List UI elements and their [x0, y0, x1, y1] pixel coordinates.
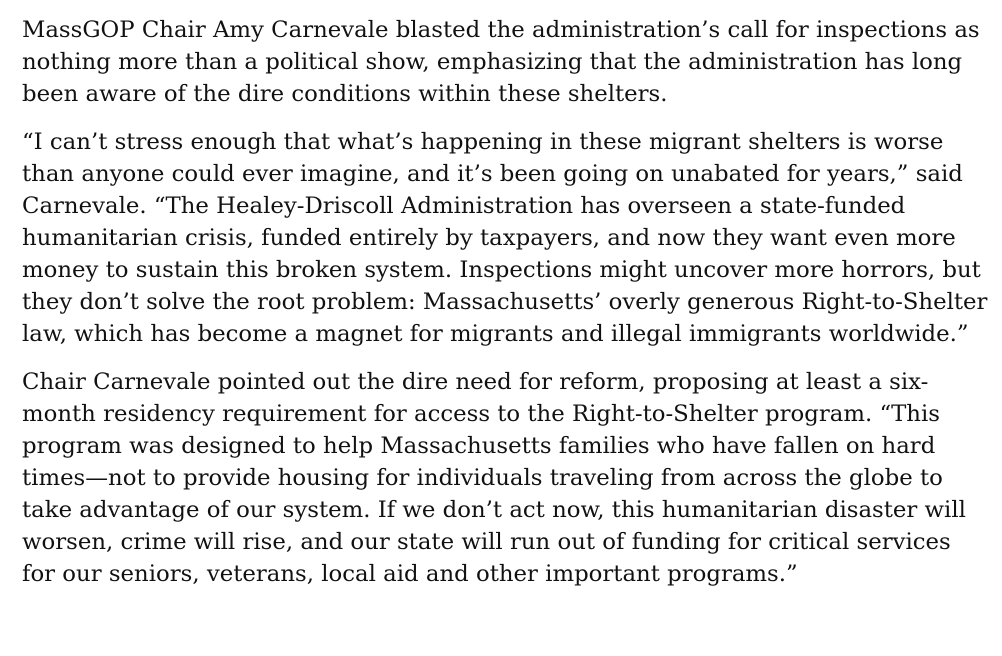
article-paragraph: MassGOP Chair Amy Carnevale blasted the administration’s call for inspections as nothing more than a political show, emphasizing that the administration has long been aware of the dire conditions within these shelters.	[22, 17, 980, 107]
article-paragraph: Chair Carnevale pointed out the dire need for reform, proposing at least a six-month residency requirement for access to the Right-to-Shelter program. “This program was designed to help Massachusetts families who have fallen on hard times—not to provide housing for individuals traveling from across the globe to take advantage of our system. If we don’t act now, this humanitarian disaster will worsen, crime will rise, and our state will run out of funding for critical services for our seniors, veterans, local aid and other important programs.”	[22, 369, 966, 587]
article-body	[22, 14, 988, 590]
article-paragraph: “I can’t stress enough that what’s happening in these migrant shelters is worse than anyone could ever imagine, and it’s been going on unabated for years,” said Carnevale. “The Healey-Driscoll Administration has overseen a state-funded humanitarian crisis, funded entirely by taxpayers, and now they want even more money to sustain this broken system. Inspections might uncover more horrors, but they don’t solve the root problem: Massachusetts’ overly generous Right-to-Shelter law, which has become a magnet for migrants and illegal immigrants worldwide.”	[22, 129, 988, 347]
